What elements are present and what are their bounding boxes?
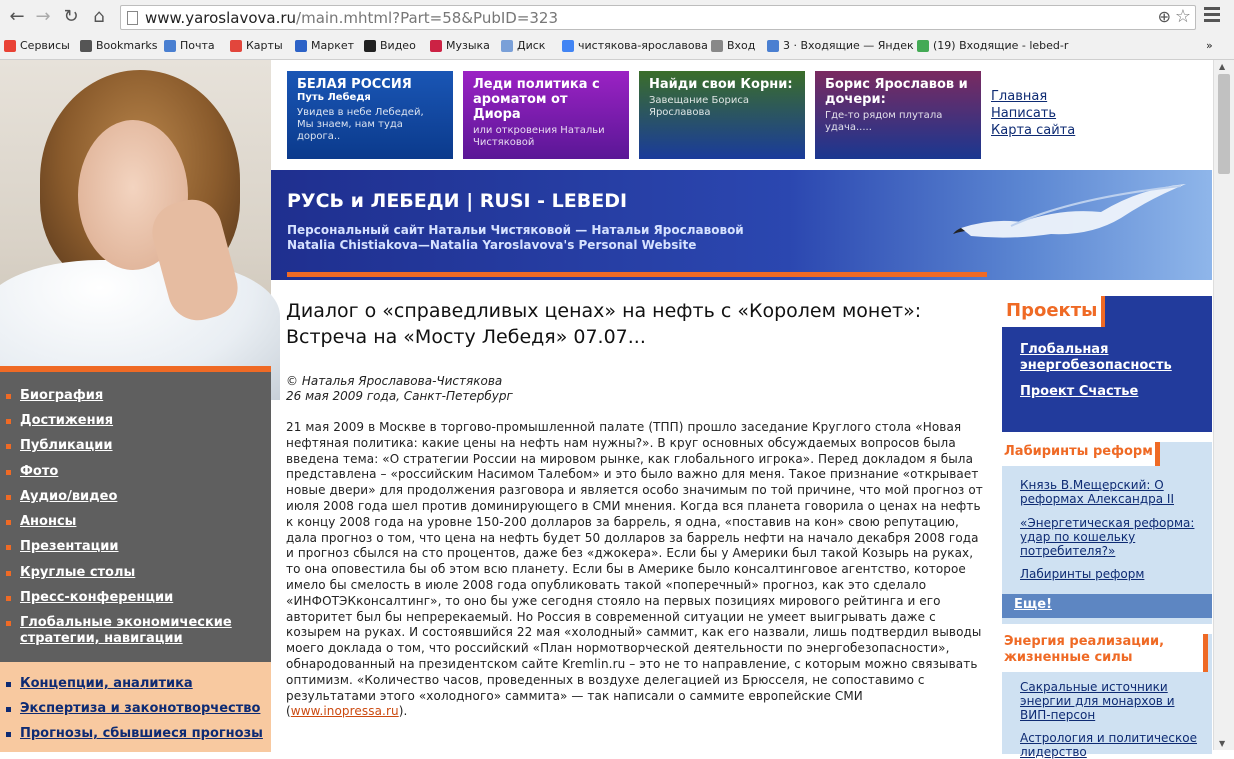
energy-box <box>1002 634 1212 759</box>
bookmark-favicon-icon <box>917 40 929 52</box>
bookmark-label: Сервисы <box>20 39 70 52</box>
bookmark-item[interactable] <box>80 39 157 52</box>
nav-item[interactable]: Презентации <box>6 539 119 555</box>
bookmark-star-icon[interactable]: ☆ <box>1174 6 1191 27</box>
nav-item[interactable]: Аудио/видео <box>6 489 117 505</box>
bookmarks-overflow-icon[interactable]: » <box>1206 39 1213 52</box>
left-nav <box>0 372 271 662</box>
nav-item[interactable]: Глобальные экономические <box>6 615 232 631</box>
bookmark-item[interactable] <box>364 39 416 52</box>
zoom-icon[interactable]: ⊕ <box>1157 7 1171 26</box>
nav-item[interactable]: Круглые столы <box>6 565 135 581</box>
bookmark-item[interactable] <box>767 39 914 52</box>
page-icon <box>127 11 138 25</box>
reload-icon[interactable]: ↻ <box>63 6 79 27</box>
article-byline: © Наталья Ярославова-Чистякова 26 мая 2009 года, Санкт-Петербург <box>286 374 513 403</box>
article-body: 21 мая 2009 в Москве в торгово-промышленной палате (ТПП) прошло заседание Круглого стола «Новая нефтяная политика: какие цены на нефть нам нужны?». В круг основных обсуждаемых вопросов была введена тема: «О стратегии России на мировом рынке, как глобального игрока». Перед докладом я была представлена – «российским Насимом Талебом» и это было важно для меня. Такое признание «открывает новые двери» для продолжения разговора и является особо значимым по той причине, что мой прогноз от июля 2008 года шел против доминирующего в СМИ мнения. Когда вся планета говорила о ценах на нефть к концу 2008 года на уровне 150-200 долларов за баррель, я одна, «поставив на кон» свою репутацию, дала прогноз о том, что цена на нефть будет 50 долларов за баррель нефти на начало декабря 2008 года и прогноз сбылся на сто процентов, даже без «джокера». Если бы у Америки был такой Козырь на руках, то она оповестила бы об этом всю планету. Если бы в Америке было консалтинговое агентство, которое имело бы смелость в июле 2008 года опубликовать такой «поперечный» прогноз, как это сделало «ИНФОТЭКконсалтинг», то оно бы уже сегодня стояло на первых позициях мирового рейтинга и его авторитет был бы непререкаемый. Но Россия в современной ситуации не умеет выигрывать даже с козырем на руках. И состоявшийся 22 мая «холодный» саммит, как его назвали, лишь подтвердил выводы моего доклада о том, что российский «План нормотворческой деятельности по энергобезопасности», обнародованный на президентском сайте Kremlin.ru – это не то направление, с которым можно связывать оптимизм. «Количество часов, проведенных в воздухе делегацией из Брюсселя, не сопоставимо с результатами этого «холодного» саммита» — так написали о саммите европейские СМИ (www.inopressa.ru). <box>286 420 983 719</box>
nav-item[interactable]: Фото <box>6 464 58 480</box>
project-happiness[interactable]: Проект Счастье <box>1020 384 1139 399</box>
bookmark-favicon-icon <box>430 40 442 52</box>
banner-lady-politics[interactable] <box>463 71 629 159</box>
banner-text: Увидев в небе Лебедей, Мы знаем, нам туда дорога.. <box>297 107 424 142</box>
swan-icon <box>951 178 1191 258</box>
labyrinths-box <box>1002 442 1212 624</box>
labyrinths-heading: Лабиринты реформ <box>1002 442 1160 466</box>
scroll-down-icon[interactable]: ▼ <box>1219 739 1226 748</box>
forward-icon[interactable]: → <box>35 6 51 27</box>
back-icon[interactable]: ← <box>9 6 25 27</box>
nav-item[interactable]: Достижения <box>6 413 113 429</box>
banner-text: Где-то рядом плутала удача..... <box>825 110 943 133</box>
web-page <box>0 60 1213 759</box>
nav-item[interactable]: стратегии, навигации <box>20 631 183 646</box>
bookmark-favicon-icon <box>164 40 176 52</box>
bookmark-favicon-icon <box>364 40 376 52</box>
projects-heading: Проекты <box>1002 296 1105 327</box>
bookmark-favicon-icon <box>711 40 723 52</box>
bookmark-favicon-icon <box>295 40 307 52</box>
scroll-up-icon[interactable]: ▲ <box>1219 62 1226 71</box>
banner-title: Борис Ярославов и дочери: <box>825 77 968 107</box>
bookmark-favicon-icon <box>767 40 779 52</box>
bookmark-label: 3 · Входящие — Яндек <box>783 39 914 52</box>
top-links <box>991 88 1075 139</box>
energy-heading: Энергия реализации, жизненные силы <box>1002 634 1208 672</box>
bookmark-favicon-icon <box>501 40 513 52</box>
home-icon[interactable]: ⌂ <box>93 6 105 27</box>
bookmark-label: Bookmarks <box>96 39 158 52</box>
bookmark-item[interactable] <box>562 39 708 52</box>
energy-link-1[interactable]: Сакральные источники энергии для монархов и ВИП-персон <box>1020 680 1175 722</box>
left-nav-secondary <box>0 662 271 752</box>
banner-text: Завещание Бориса Ярославова <box>649 95 749 118</box>
bookmark-item[interactable] <box>501 39 545 52</box>
bookmark-label: (19) Входящие - lebed-r <box>933 39 1069 52</box>
site-subtitle: Персональный сайт Натальи Чистяковой — Натальи Ярославовой Natalia Chistiakova—Natalia Yaroslavova's Personal Website <box>287 223 744 252</box>
bookmark-item[interactable] <box>164 39 215 52</box>
nav-item-secondary[interactable]: Прогнозы, сбывшиеся прогнозы <box>6 726 263 741</box>
scroll-thumb[interactable] <box>1218 74 1230 174</box>
labyrinth-link-3[interactable]: Лабиринты реформ <box>1020 567 1145 581</box>
bookmark-label: Музыка <box>446 39 490 52</box>
browser-chrome <box>0 0 1234 60</box>
article-title: Диалог о «справедливых ценах» на нефть с «Королем монет»: Встреча на «Мосту Лебедя» 07.07... <box>286 300 922 348</box>
menu-icon[interactable] <box>1204 7 1220 27</box>
bookmark-item[interactable] <box>917 39 1068 52</box>
banner-boris[interactable] <box>815 71 981 159</box>
link-home[interactable]: Главная <box>991 89 1048 104</box>
bookmark-label: Карты <box>246 39 283 52</box>
bookmarks-bar <box>0 35 1234 57</box>
banner-roots[interactable] <box>639 71 805 159</box>
site-title: РУСЬ и ЛЕБЕДИ | RUSI - LEBEDI <box>287 190 628 212</box>
nav-item[interactable]: Пресс-конференции <box>6 590 173 606</box>
nav-item[interactable]: Публикации <box>6 438 113 454</box>
nav-item[interactable]: Биография <box>6 388 103 404</box>
bookmark-label: чистякова-ярославова <box>578 39 708 52</box>
bookmark-favicon-icon <box>4 40 16 52</box>
article <box>286 298 986 720</box>
bookmark-favicon-icon <box>230 40 242 52</box>
bookmark-label: Видео <box>380 39 416 52</box>
banner-title: Найди свои Корни: <box>649 77 793 92</box>
bookmark-item[interactable] <box>230 39 283 52</box>
nav-item-secondary[interactable]: Концепции, аналитика <box>6 676 193 691</box>
scrollbar[interactable] <box>1213 60 1234 750</box>
bookmark-favicon-icon <box>80 40 92 52</box>
bookmark-label: Вход <box>727 39 756 52</box>
bookmark-item[interactable] <box>711 39 755 52</box>
project-energy-security[interactable]: Глобальная энергобезопасность <box>1020 342 1172 373</box>
energy-link-2[interactable]: Астрология и политическое лидерство <box>1020 731 1198 759</box>
bookmark-item[interactable] <box>430 39 490 52</box>
site-header-banner <box>271 170 1212 280</box>
bookmark-item[interactable] <box>295 39 354 52</box>
banner-white-russia[interactable] <box>287 71 453 159</box>
link-sitemap[interactable]: Карта сайта <box>991 123 1076 138</box>
more-link[interactable]: Еще! <box>1002 594 1212 618</box>
bookmark-label: Маркет <box>311 39 355 52</box>
nav-item-secondary[interactable]: Экспертиза и законотворчество <box>6 701 260 716</box>
labyrinth-link-2[interactable]: «Энергетическая реформа: удар по кошельку потребителя?» <box>1020 516 1195 558</box>
link-write[interactable]: Написать <box>991 106 1057 121</box>
bookmark-label: Почта <box>180 39 215 52</box>
banner-title: БЕЛАЯ РОССИЯ <box>297 77 412 92</box>
address-bar[interactable] <box>120 5 1196 30</box>
nav-item[interactable]: Анонсы <box>6 514 76 530</box>
banner-title: Леди политика с ароматом от Диора <box>473 77 600 122</box>
bookmark-favicon-icon <box>562 40 574 52</box>
labyrinth-link-1[interactable]: Князь В.Мещерский: О реформах Александра II <box>1020 478 1175 506</box>
bookmark-item[interactable] <box>4 39 70 52</box>
inopressa-link[interactable]: www.inopressa.ru <box>290 704 399 719</box>
banner-text: или откровения Натальи Чистяковой <box>473 125 605 148</box>
portrait-photo <box>0 60 271 370</box>
url-text: www.yaroslavova.ru/main.mhtml?Part=58&PubID=323 <box>145 9 559 27</box>
banner-subtitle: Путь Лебедя <box>297 92 371 103</box>
projects-box <box>1002 296 1212 432</box>
bookmark-label: Диск <box>517 39 546 52</box>
browser-toolbar <box>0 0 1234 35</box>
